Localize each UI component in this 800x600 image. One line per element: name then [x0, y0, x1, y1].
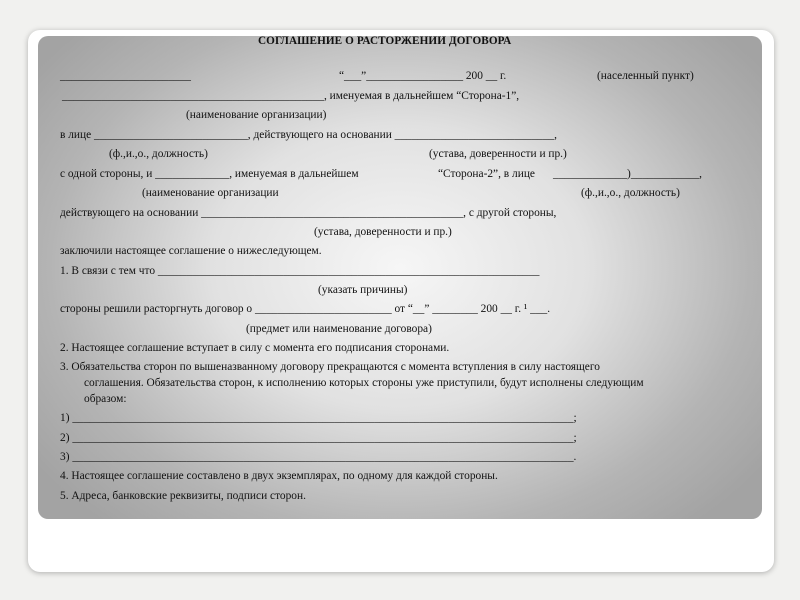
- sub-item-3: 3) ________________________________________________________________________________________.: [60, 451, 577, 463]
- hint-org2: (наименование организации: [142, 187, 279, 199]
- party1-line: ______________________________________________, именуемая в дальнейшем “Сторона-1”,: [62, 90, 520, 102]
- item3-line-2: соглашения. Обязательства сторон, к исполнению которых стороны уже приступили, будут исполнены следующим: [84, 377, 644, 389]
- date-line: “___”_________________ 200 __ г.: [339, 70, 507, 82]
- item3-line-1: 3. Обязательства сторон по вышеназванному договору прекращаются с момента вступления в силу настоящего: [60, 361, 600, 373]
- document-title: СОГЛАШЕНИЕ О РАСТОРЖЕНИИ ДОГОВОРА: [258, 35, 512, 47]
- sub-item-2: 2) ________________________________________________________________________________________;: [60, 432, 577, 444]
- hint-basis1: (устава, доверенности и пр.): [429, 148, 567, 160]
- hint-reasons: (указать причины): [318, 284, 408, 296]
- item5-line: 5. Адреса, банковские реквизиты, подписи сторон.: [60, 490, 306, 502]
- party2-line-b: “Сторона-2”, в лице: [438, 168, 535, 180]
- sub-item-1: 1) ________________________________________________________________________________________;: [60, 412, 577, 424]
- party2-line-a: с одной стороны, и _____________, именуемая в дальнейшем: [60, 168, 359, 180]
- person1-line: в лице ___________________________, действующего на основании ____________________________,: [60, 129, 557, 141]
- item1-line-b: стороны решили расторгнуть договор о ________________________ от “__” ________ 200 __ г. ¹ ___.: [60, 303, 551, 315]
- place-blank: _______________________: [60, 70, 191, 82]
- item1-line-a: 1. В связи с тем что ___________________________________________________________________: [60, 265, 540, 277]
- hint-fio1: (ф.,и.,о., должность): [109, 148, 208, 160]
- agreed-line: заключили настоящее соглашение о нижеследующем.: [60, 245, 322, 257]
- item3-line-3: образом:: [84, 393, 127, 405]
- hint-fio2: (ф.,и.,о., должность): [581, 187, 680, 199]
- item4-line: 4. Настоящее соглашение составлено в двух экземплярах, по одному для каждой стороны.: [60, 470, 498, 482]
- place-hint: (населенный пункт): [597, 70, 694, 82]
- party2-line-c: _____________)____________,: [553, 168, 703, 180]
- basis2-line: действующего на основании ______________________________________________, с другой стороны,: [60, 207, 557, 219]
- hint-org1: (наименование организации): [186, 109, 327, 121]
- hint-basis2: (устава, доверенности и пр.): [314, 226, 452, 238]
- hint-contract: (предмет или наименование договора): [246, 323, 432, 335]
- item2-line: 2. Настоящее соглашение вступает в силу с момента его подписания сторонами.: [60, 342, 450, 354]
